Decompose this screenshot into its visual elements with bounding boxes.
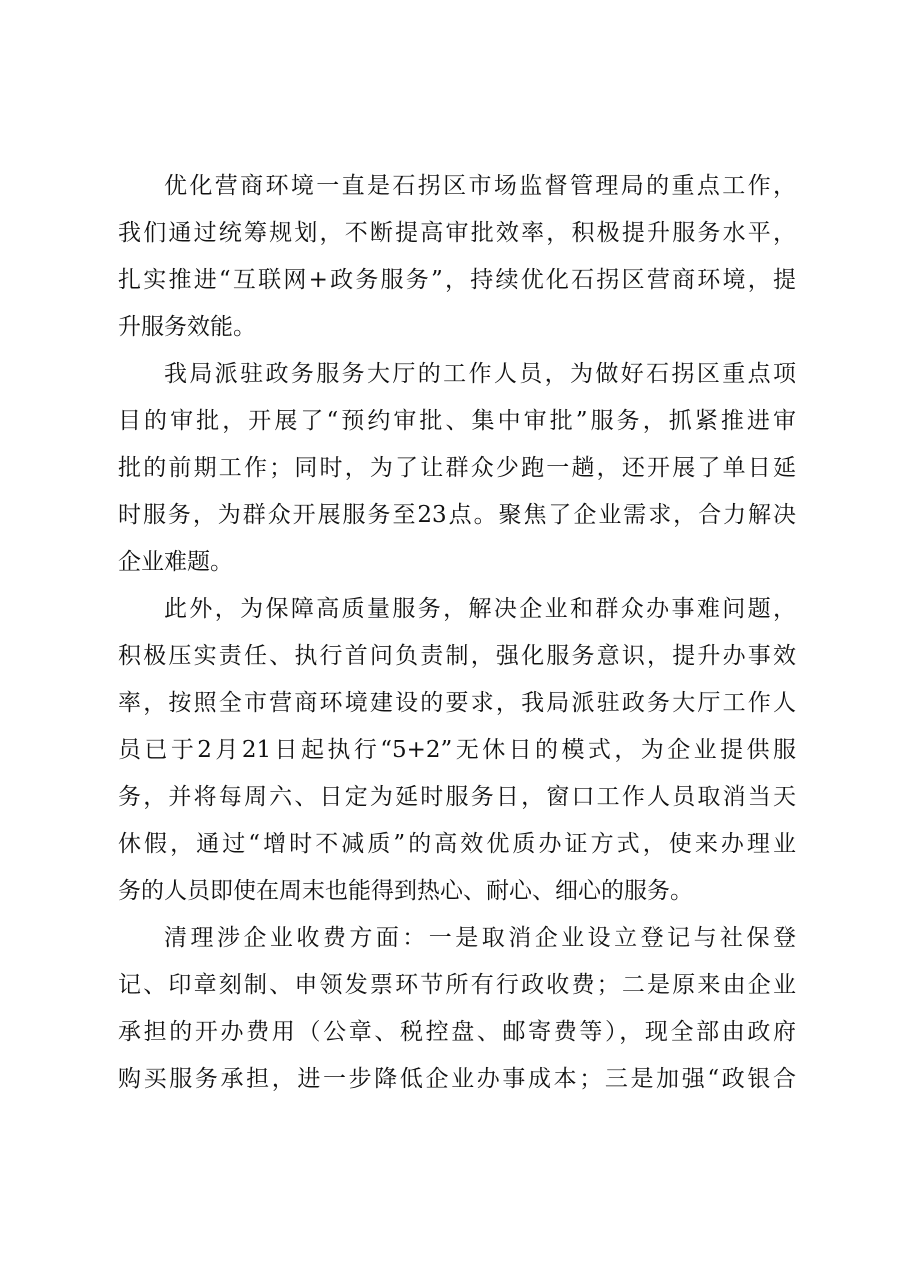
text-line: 记、印章刻制、申领发票环节所有行政收费；二是原来由企业 [118,972,796,998]
document-body [118,163,796,1103]
text-line: 清理涉企业收费方面：一是取消企业设立登记与社保登 [164,925,796,951]
text-line: 升服务效能。 [118,314,256,340]
text-line: 员已于2月21日起执行“5+2”无休日的模式，为企业提供服 [118,737,796,763]
text-line: 我们通过统筹规划，不断提高审批效率，积极提升服务水平， [118,220,796,246]
text-line: 时服务，为群众开展服务至23点。聚焦了企业需求，合力解决 [118,502,796,528]
text-line: 此外，为保障高质量服务，解决企业和群众办事难问题， [164,596,796,622]
paragraph-4 [118,915,796,1103]
text-line: 批的前期工作；同时，为了让群众少跑一趟，还开展了单日延 [118,455,796,481]
text-line: 目的审批，开展了“预约审批、集中审批”服务，抓紧推进审 [118,408,796,434]
text-line: 务的人员即使在周末也能得到热心、耐心、细心的服务。 [118,878,693,904]
text-line: 优化营商环境一直是石拐区市场监督管理局的重点工作， [164,173,796,199]
text-line: 休假，通过“增时不减质”的高效优质办证方式，使来办理业 [118,831,796,857]
text-line: 我局派驻政务服务大厅的工作人员，为做好石拐区重点项 [164,361,796,387]
text-line: 扎实推进“互联网+政务服务”，持续优化石拐区营商环境，提 [118,267,796,293]
text-line: 率，按照全市营商环境建设的要求，我局派驻政务大厅工作人 [118,690,796,716]
text-line: 积极压实责任、执行首问负责制，强化服务意识，提升办事效 [118,643,796,669]
text-line: 购买服务承担，进一步降低企业办事成本；三是加强“政银合 [118,1066,796,1092]
text-line: 务，并将每周六、日定为延时服务日，窗口工作人员取消当天 [118,784,796,810]
paragraph-1 [118,163,796,351]
text-line: 企业难题。 [118,549,233,575]
paragraph-3 [118,586,796,915]
text-line: 承担的开办费用（公章、税控盘、邮寄费等），现全部由政府 [118,1019,796,1045]
paragraph-2 [118,351,796,586]
